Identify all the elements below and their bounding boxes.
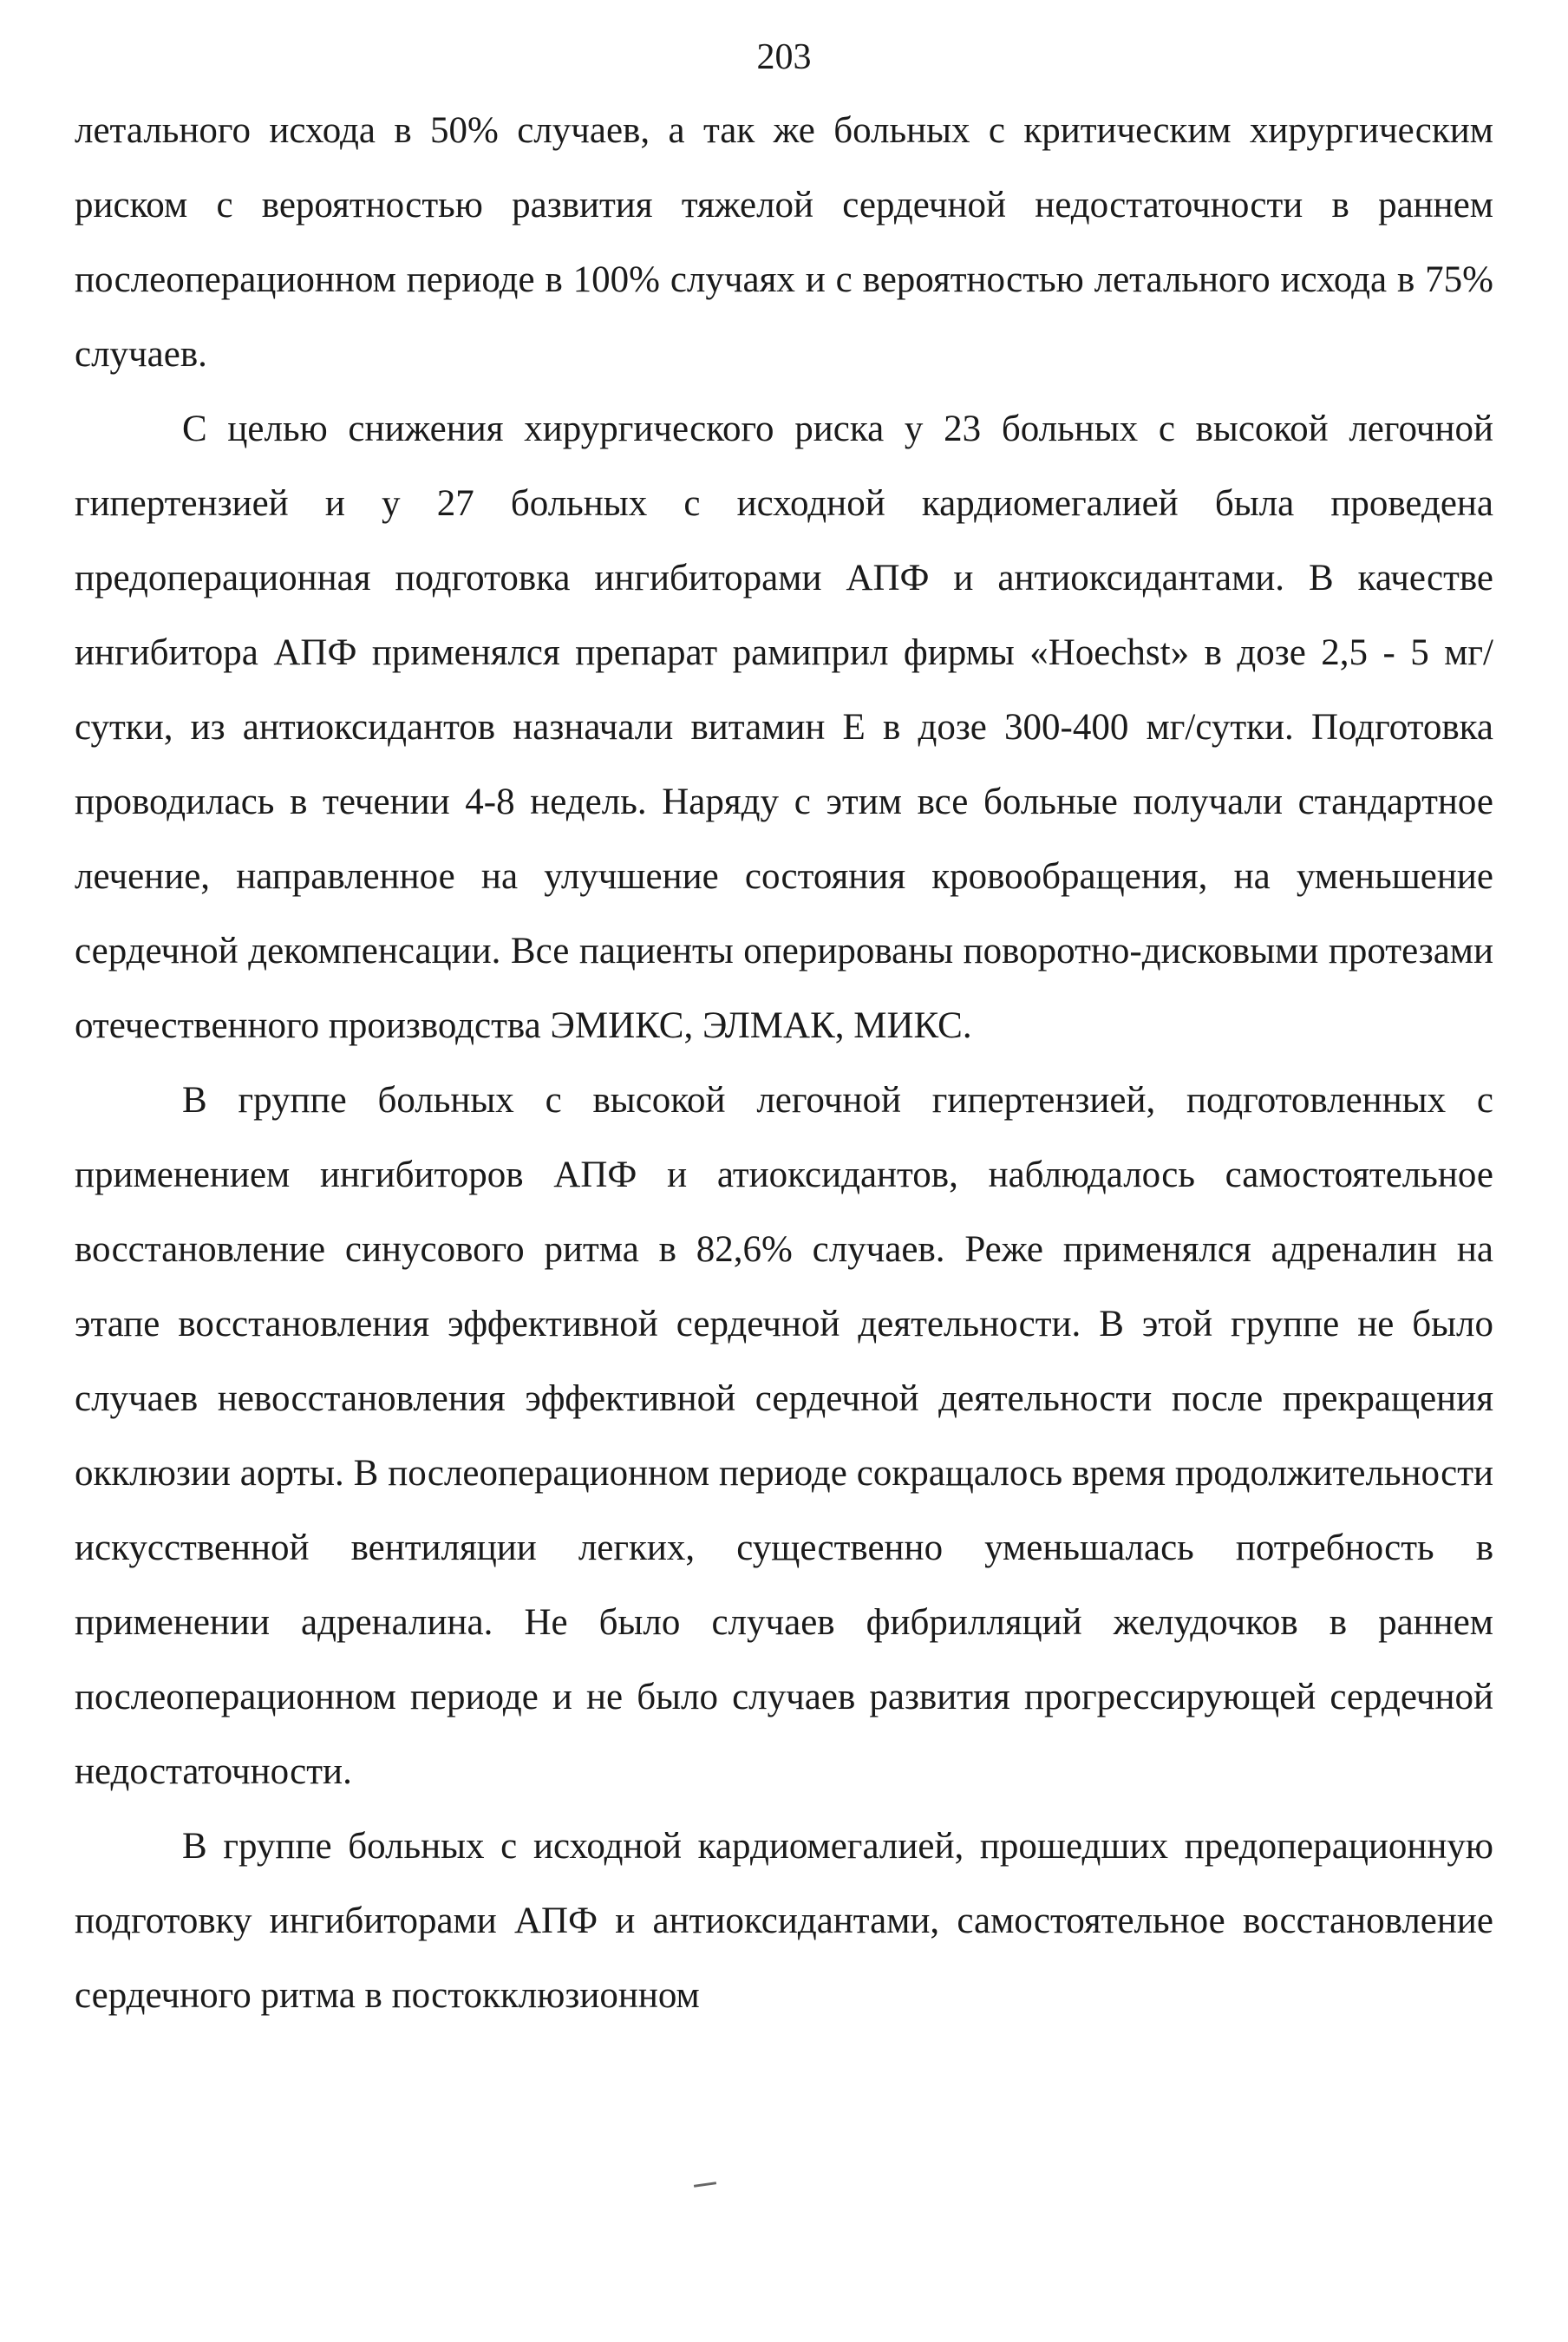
paragraph-cardiomegaly-group: В группе больных с исходной кардиомегалией, прошедших предоперационную подготовку ингибиторами АПФ и антиоксидантами, самостоятельное восстановление сердечного ритма в постокклюзионном: [75, 1826, 1493, 2016]
paragraph-risk-reduction: С целью снижения хирургического риска у 23 больных с высокой легочной гипертензией и у 27 больных с исходной кардиомегалией была проведена предоперационная подготовка ингибиторами АПФ и антиоксидантами. В качестве ингибитора АПФ применялся препарат рамиприл фирмы «Hoechst» в дозе 2,5 - 5 мг/сутки, из антиоксидантов назначали витамин Е в дозе 300-400 мг/сутки. Подготовка проводилась в течении 4-8 недель. Наряду с этим все больные получали стандартное лечение, направленное на улучшение состояния кровообращения, на уменьшение сердечной декомпенсации. Все пациенты оперированы поворотно-дисковыми протезами отечественного производства ЭМИКС, ЭЛМАК, МИКС.: [75, 409, 1493, 1046]
page-number: 203: [756, 37, 812, 77]
paragraph-pulmonary-hypertension-group: В группе больных с высокой легочной гипертензией, подготовленных с применением ингибиторов АПФ и атиоксидантов, наблюдалось самостоятельное восстановление синусового ритма в 82,6% случаев. Реже применялся адреналин на этапе восстановления эффективной сердечной деятельности. В этой группе не было случаев невосстановления эффективной сердечной деятельности после прекращения окклюзии аорты. В послеоперационном периоде сокращалось время продолжительности искусственной вентиляции легких, существенно уменьшалась потребность в применении адреналина. Не было случаев фибрилляций желудочков в раннем послеоперационном периоде и не было случаев развития прогрессирующей сердечной недостаточности.: [75, 1080, 1493, 1792]
document-body: [75, 94, 1493, 2033]
scan-artifact-mark: [694, 2182, 716, 2188]
paragraph-continuation: летального исхода в 50% случаев, а так же больных с критическим хирургическим риском с вероятностью развития тяжелой сердечной недостаточности в раннем послеоперационном периоде в 100% случаях и с вероятностью летального исхода в 75% случаев.: [75, 110, 1493, 375]
